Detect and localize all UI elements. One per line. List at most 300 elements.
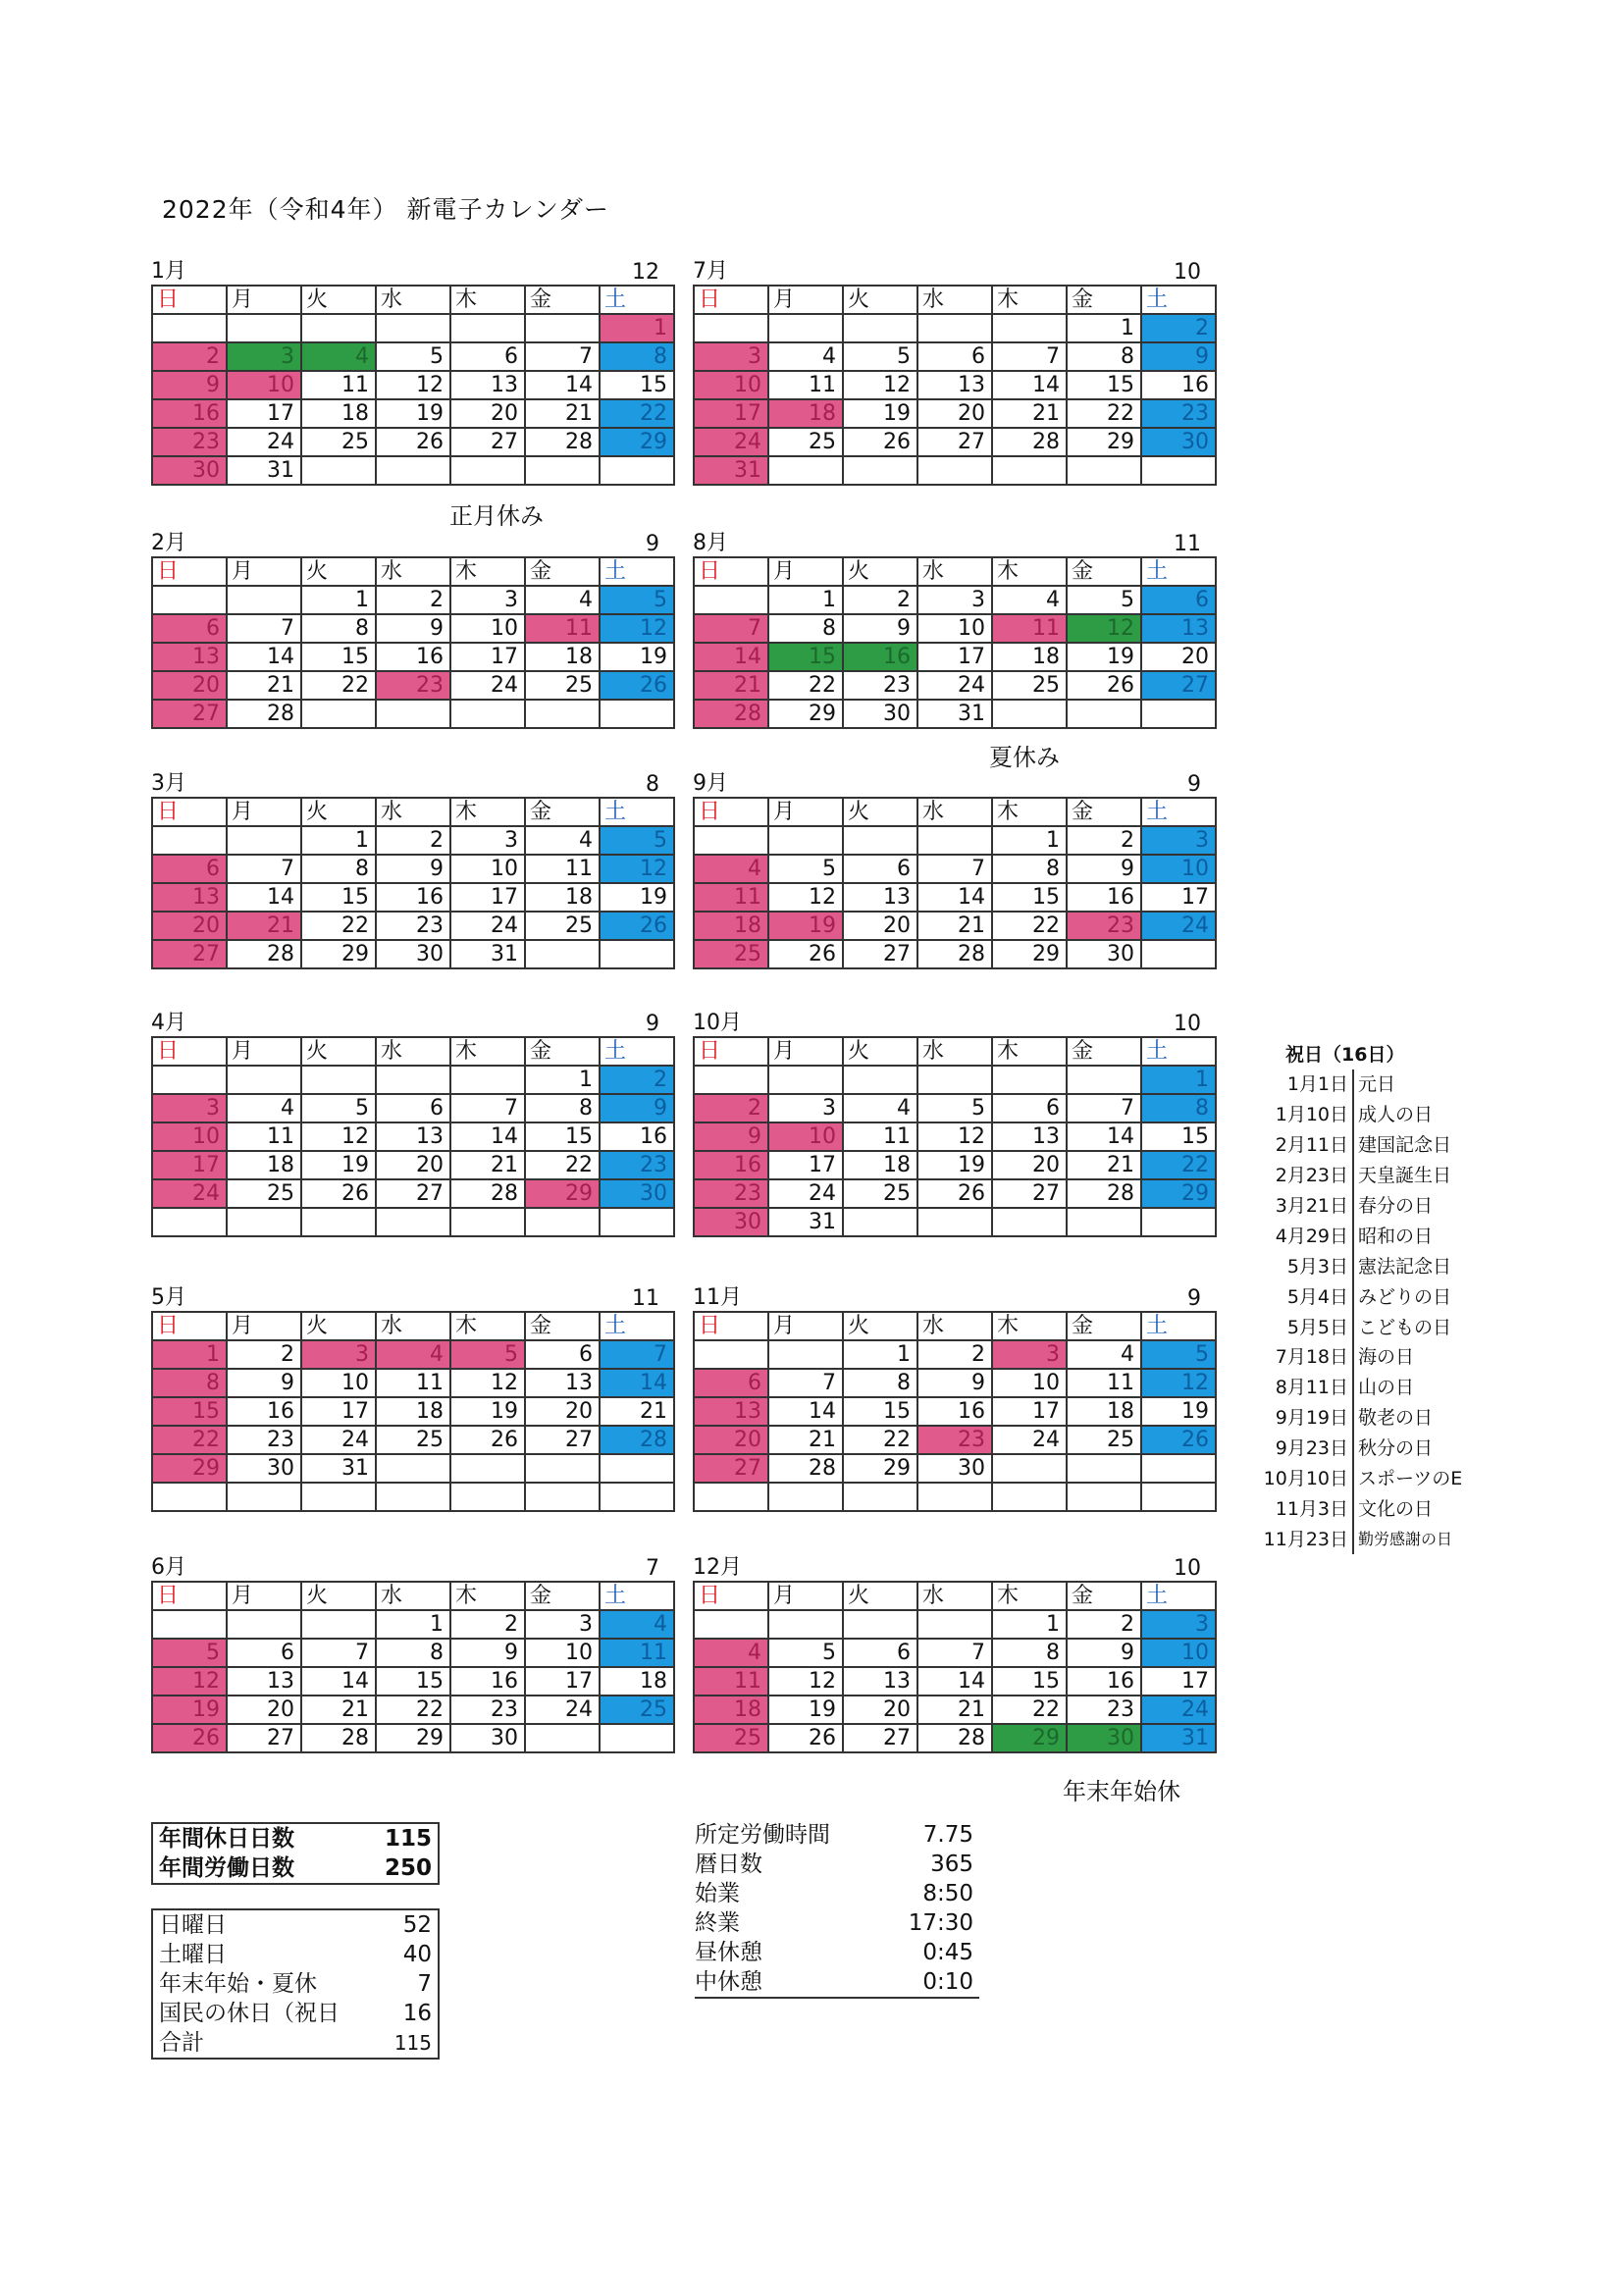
day-cell: 20 (152, 912, 227, 940)
weekday-header: 木 (450, 1312, 525, 1340)
day-cell: 15 (152, 1397, 227, 1426)
day-cell: 13 (152, 883, 227, 912)
day-cell (694, 1483, 768, 1511)
summary2-row (153, 2028, 438, 2058)
day-cell: 10 (992, 1369, 1067, 1397)
day-cell (376, 456, 450, 485)
holiday-row (1238, 1281, 1462, 1312)
day-cell: 17 (152, 1151, 227, 1179)
day-cell: 5 (917, 1094, 992, 1122)
weekday-header: 月 (768, 1312, 843, 1340)
day-cell (1141, 940, 1216, 968)
holiday-row (1238, 1161, 1462, 1191)
holiday-date: 5月4日 (1238, 1281, 1353, 1312)
holiday-row (1238, 1493, 1462, 1524)
day-cell: 14 (227, 643, 301, 671)
week-row (152, 371, 674, 399)
day-cell: 28 (227, 940, 301, 968)
day-cell: 2 (917, 1340, 992, 1369)
summary1-label: 年間労働日数 (159, 1855, 294, 1881)
day-cell: 2 (450, 1610, 525, 1639)
summer-note: 夏休み (989, 744, 1060, 771)
day-cell: 24 (1141, 912, 1216, 940)
month-holiday-count: 7 (646, 1556, 659, 1581)
week-row (694, 428, 1216, 456)
day-cell: 25 (843, 1179, 917, 1208)
month-header (693, 771, 1205, 797)
day-cell: 27 (152, 940, 227, 968)
day-cell: 6 (227, 1639, 301, 1667)
day-cell: 1 (992, 826, 1067, 855)
day-cell: 15 (301, 643, 376, 671)
day-cell: 7 (917, 855, 992, 883)
day-cell (768, 826, 843, 855)
month-calendar (151, 1011, 667, 1237)
holiday-date: 11月3日 (1238, 1493, 1353, 1524)
day-cell (152, 826, 227, 855)
day-cell: 13 (1141, 614, 1216, 643)
day-cell: 18 (992, 643, 1067, 671)
day-cell: 18 (525, 643, 600, 671)
day-cell (1067, 1483, 1141, 1511)
day-cell: 16 (450, 1667, 525, 1696)
day-cell (694, 314, 768, 342)
day-cell: 3 (301, 1340, 376, 1369)
weekday-header: 日 (694, 286, 768, 314)
weekday-header: 金 (525, 1037, 600, 1066)
day-cell: 25 (600, 1696, 674, 1724)
holiday-name: 春分の日 (1358, 1195, 1434, 1217)
day-cell: 28 (301, 1724, 376, 1752)
month-calendar (151, 1285, 667, 1512)
summary2-value: 16 (402, 2001, 432, 2026)
week-row (152, 1696, 674, 1724)
month-name: 7月 (693, 259, 728, 284)
day-cell: 1 (301, 586, 376, 614)
day-cell: 6 (843, 1639, 917, 1667)
day-cell: 20 (227, 1696, 301, 1724)
day-cell: 21 (917, 1696, 992, 1724)
annual-summary (151, 1822, 440, 1885)
day-cell: 29 (1067, 428, 1141, 456)
day-cell (525, 1724, 600, 1752)
weekday-header: 水 (917, 798, 992, 826)
month-table (151, 556, 675, 729)
day-cell (694, 826, 768, 855)
day-cell: 31 (301, 1454, 376, 1483)
month-calendar (693, 531, 1209, 729)
month-name: 9月 (693, 771, 728, 796)
day-cell: 21 (992, 399, 1067, 428)
day-cell: 10 (1141, 1639, 1216, 1667)
day-cell: 7 (768, 1369, 843, 1397)
day-cell (450, 1066, 525, 1094)
day-cell: 14 (917, 1667, 992, 1696)
week-row (152, 1610, 674, 1639)
day-cell: 8 (301, 614, 376, 643)
weekday-header: 水 (917, 557, 992, 586)
weekday-header: 土 (600, 798, 674, 826)
day-cell: 13 (376, 1122, 450, 1151)
day-cell (917, 314, 992, 342)
day-cell (843, 1208, 917, 1236)
month-table (693, 1311, 1217, 1512)
day-cell: 4 (227, 1094, 301, 1122)
month-header (693, 1555, 1205, 1581)
day-cell: 27 (450, 428, 525, 456)
weekday-header: 金 (1067, 798, 1141, 826)
day-cell: 9 (376, 855, 450, 883)
day-cell: 25 (1067, 1426, 1141, 1454)
day-cell: 9 (1141, 342, 1216, 371)
weekday-header: 木 (992, 1582, 1067, 1610)
day-cell: 24 (152, 1179, 227, 1208)
day-cell: 1 (992, 1610, 1067, 1639)
day-cell: 31 (227, 456, 301, 485)
day-cell: 30 (600, 1179, 674, 1208)
day-cell: 29 (152, 1454, 227, 1483)
day-cell: 20 (1141, 643, 1216, 671)
weekday-header: 月 (768, 557, 843, 586)
summary2-value: 40 (402, 1942, 432, 1967)
month-holiday-count: 9 (646, 1012, 659, 1036)
day-cell: 29 (301, 940, 376, 968)
holiday-row (1238, 1373, 1462, 1403)
day-cell: 12 (917, 1122, 992, 1151)
holiday-date: 4月29日 (1238, 1221, 1353, 1251)
day-cell: 13 (992, 1122, 1067, 1151)
day-cell: 28 (227, 700, 301, 728)
day-cell: 19 (600, 643, 674, 671)
day-cell: 17 (525, 1667, 600, 1696)
day-cell (152, 314, 227, 342)
day-cell: 26 (301, 1179, 376, 1208)
day-cell (843, 1483, 917, 1511)
day-cell: 6 (376, 1094, 450, 1122)
day-cell: 24 (227, 428, 301, 456)
weekday-header: 月 (768, 1037, 843, 1066)
week-row (152, 1454, 674, 1483)
day-cell: 27 (843, 1724, 917, 1752)
day-cell: 25 (227, 1179, 301, 1208)
work-value: 0:10 (922, 1969, 973, 1995)
day-cell: 27 (376, 1179, 450, 1208)
summary2-value: 7 (417, 1971, 432, 1997)
day-cell: 11 (227, 1122, 301, 1151)
day-cell: 10 (917, 614, 992, 643)
weekday-header: 月 (227, 286, 301, 314)
month-table (151, 1581, 675, 1753)
week-row (152, 1724, 674, 1752)
work-value: 0:45 (922, 1940, 973, 1965)
week-row (152, 1483, 674, 1511)
holiday-row (1238, 1434, 1462, 1464)
day-cell: 29 (1141, 1179, 1216, 1208)
weekday-header: 月 (768, 798, 843, 826)
day-cell: 3 (227, 342, 301, 371)
weekday-header: 土 (600, 1037, 674, 1066)
day-cell: 27 (152, 700, 227, 728)
day-cell: 25 (525, 671, 600, 700)
weekday-header: 日 (152, 1312, 227, 1340)
day-cell (843, 314, 917, 342)
day-cell (525, 314, 600, 342)
month-header (151, 259, 663, 285)
weekday-header: 日 (694, 798, 768, 826)
weekday-header: 土 (600, 1312, 674, 1340)
day-cell (525, 700, 600, 728)
day-cell: 13 (450, 371, 525, 399)
day-cell: 15 (992, 883, 1067, 912)
week-row (152, 1340, 674, 1369)
day-cell: 21 (450, 1151, 525, 1179)
day-cell: 23 (843, 671, 917, 700)
day-cell: 2 (843, 586, 917, 614)
week-row (152, 1667, 674, 1696)
day-cell (301, 1483, 376, 1511)
weekday-header: 火 (843, 1582, 917, 1610)
day-cell: 27 (227, 1724, 301, 1752)
month-holiday-count: 11 (1174, 532, 1201, 556)
holiday-name: 敬老の日 (1358, 1407, 1434, 1430)
holiday-name: 文化の日 (1358, 1497, 1434, 1520)
day-cell: 7 (450, 1094, 525, 1122)
day-cell: 25 (694, 1724, 768, 1752)
day-cell: 7 (227, 614, 301, 643)
day-cell: 4 (768, 342, 843, 371)
week-row (152, 614, 674, 643)
week-row (694, 1340, 1216, 1369)
work-row (695, 1967, 979, 1997)
day-cell: 6 (152, 855, 227, 883)
day-cell: 11 (694, 1667, 768, 1696)
week-row (152, 643, 674, 671)
day-cell (694, 1066, 768, 1094)
weekday-header: 水 (376, 1582, 450, 1610)
work-row (695, 1820, 979, 1850)
day-cell: 26 (768, 1724, 843, 1752)
day-cell: 20 (843, 912, 917, 940)
day-cell: 6 (843, 855, 917, 883)
day-cell: 4 (301, 342, 376, 371)
weekday-header: 日 (152, 1582, 227, 1610)
day-cell: 5 (1141, 1340, 1216, 1369)
summary2-value: 115 (375, 2028, 432, 2060)
weekday-header: 木 (992, 1037, 1067, 1066)
day-cell: 3 (1141, 826, 1216, 855)
holiday-date: 8月11日 (1238, 1373, 1353, 1403)
day-cell: 24 (694, 428, 768, 456)
week-row (694, 371, 1216, 399)
holidays-title: 祝日（16日） (1285, 1044, 1405, 1066)
day-cell: 5 (768, 855, 843, 883)
work-value: 365 (930, 1852, 973, 1877)
day-cell: 14 (1067, 1122, 1141, 1151)
day-cell: 20 (525, 1397, 600, 1426)
day-cell: 14 (694, 643, 768, 671)
day-cell: 2 (600, 1066, 674, 1094)
month-header (151, 1011, 663, 1036)
day-cell: 23 (600, 1151, 674, 1179)
day-cell (301, 1066, 376, 1094)
day-cell (152, 1483, 227, 1511)
day-cell: 22 (376, 1696, 450, 1724)
month-header (151, 771, 663, 797)
weekday-header: 金 (1067, 1582, 1141, 1610)
day-cell: 18 (1067, 1397, 1141, 1426)
day-cell: 27 (1141, 671, 1216, 700)
day-cell: 13 (843, 883, 917, 912)
day-cell (1067, 700, 1141, 728)
day-cell: 7 (694, 614, 768, 643)
day-cell: 14 (525, 371, 600, 399)
day-cell: 15 (376, 1667, 450, 1696)
holiday-name: 成人の日 (1358, 1104, 1434, 1126)
weekday-header: 水 (376, 1037, 450, 1066)
day-cell: 11 (525, 855, 600, 883)
day-cell: 3 (694, 342, 768, 371)
day-cell (301, 1208, 376, 1236)
holiday-name: スポーツのE (1358, 1468, 1463, 1490)
day-cell: 22 (525, 1151, 600, 1179)
week-row (694, 456, 1216, 485)
day-cell: 22 (992, 912, 1067, 940)
weekday-header: 火 (301, 1312, 376, 1340)
day-cell: 13 (227, 1667, 301, 1696)
day-cell: 1 (152, 1340, 227, 1369)
weekday-header: 土 (1141, 1037, 1216, 1066)
day-cell: 7 (992, 342, 1067, 371)
day-cell (1141, 1483, 1216, 1511)
week-row (694, 1066, 1216, 1094)
day-cell (227, 314, 301, 342)
week-row (694, 614, 1216, 643)
day-cell (917, 1483, 992, 1511)
day-cell: 8 (1067, 342, 1141, 371)
day-cell (917, 826, 992, 855)
work-row (695, 1908, 979, 1938)
holiday-date: 7月18日 (1238, 1342, 1353, 1373)
day-cell: 19 (152, 1696, 227, 1724)
day-cell: 20 (843, 1696, 917, 1724)
month-table (693, 556, 1217, 729)
day-cell: 31 (1141, 1724, 1216, 1752)
day-cell: 23 (152, 428, 227, 456)
summary2-row (153, 1910, 438, 1940)
weekday-header: 金 (1067, 1037, 1141, 1066)
day-cell: 6 (917, 342, 992, 371)
day-cell: 29 (376, 1724, 450, 1752)
week-row (152, 1426, 674, 1454)
day-cell (768, 456, 843, 485)
summary1-row (153, 1853, 438, 1883)
day-cell: 20 (992, 1151, 1067, 1179)
day-cell: 30 (1067, 940, 1141, 968)
month-holiday-count: 12 (632, 260, 659, 285)
weekday-header: 日 (694, 1037, 768, 1066)
day-cell: 23 (376, 671, 450, 700)
day-cell: 9 (1067, 855, 1141, 883)
day-cell: 23 (450, 1696, 525, 1724)
weekday-header: 土 (600, 286, 674, 314)
weekday-header: 金 (1067, 1312, 1141, 1340)
week-row (152, 671, 674, 700)
weekday-header: 月 (227, 1312, 301, 1340)
day-cell (843, 456, 917, 485)
day-cell: 14 (992, 371, 1067, 399)
day-cell: 12 (450, 1369, 525, 1397)
work-row (695, 1938, 979, 1967)
day-cell: 19 (768, 912, 843, 940)
day-cell: 26 (152, 1724, 227, 1752)
week-row (152, 1151, 674, 1179)
holiday-name: 勤労感謝の日 (1358, 1529, 1453, 1548)
day-cell: 30 (843, 700, 917, 728)
weekday-header: 日 (152, 798, 227, 826)
day-cell: 8 (992, 1639, 1067, 1667)
day-cell: 18 (301, 399, 376, 428)
day-cell: 13 (152, 643, 227, 671)
holiday-name: 海の日 (1358, 1346, 1415, 1369)
day-cell: 25 (376, 1426, 450, 1454)
day-cell (525, 1483, 600, 1511)
year-end-note: 年末年始休 (1063, 1778, 1180, 1805)
weekday-header: 金 (525, 557, 600, 586)
day-cell: 31 (917, 700, 992, 728)
day-cell (1141, 1454, 1216, 1483)
weekday-header: 水 (917, 1037, 992, 1066)
day-cell (600, 700, 674, 728)
week-row (694, 399, 1216, 428)
day-cell (1141, 456, 1216, 485)
day-cell: 13 (917, 371, 992, 399)
week-row (152, 1122, 674, 1151)
day-cell: 26 (376, 428, 450, 456)
holiday-row (1238, 1130, 1462, 1161)
day-cell: 18 (525, 883, 600, 912)
month-name: 12月 (693, 1555, 742, 1580)
day-cell: 24 (450, 671, 525, 700)
holiday-row (1238, 1100, 1462, 1130)
week-row (694, 1483, 1216, 1511)
day-cell (376, 1483, 450, 1511)
day-cell: 27 (843, 940, 917, 968)
day-cell: 10 (694, 371, 768, 399)
day-cell: 5 (376, 342, 450, 371)
day-cell: 13 (843, 1667, 917, 1696)
holiday-list (1238, 1070, 1462, 1554)
day-cell: 10 (450, 855, 525, 883)
day-cell: 5 (768, 1639, 843, 1667)
month-table (693, 285, 1217, 486)
day-cell: 30 (1141, 428, 1216, 456)
day-cell: 21 (227, 671, 301, 700)
weekday-header: 水 (376, 286, 450, 314)
summary1-row (153, 1824, 438, 1853)
weekday-header: 金 (1067, 286, 1141, 314)
week-row (694, 700, 1216, 728)
day-cell: 20 (694, 1426, 768, 1454)
day-cell: 21 (694, 671, 768, 700)
week-row (152, 855, 674, 883)
day-cell: 17 (992, 1397, 1067, 1426)
weekday-header: 水 (376, 557, 450, 586)
month-calendar (693, 1555, 1209, 1753)
holiday-row (1238, 1342, 1462, 1373)
month-table (693, 1036, 1217, 1237)
day-cell: 19 (917, 1151, 992, 1179)
day-cell: 12 (152, 1667, 227, 1696)
